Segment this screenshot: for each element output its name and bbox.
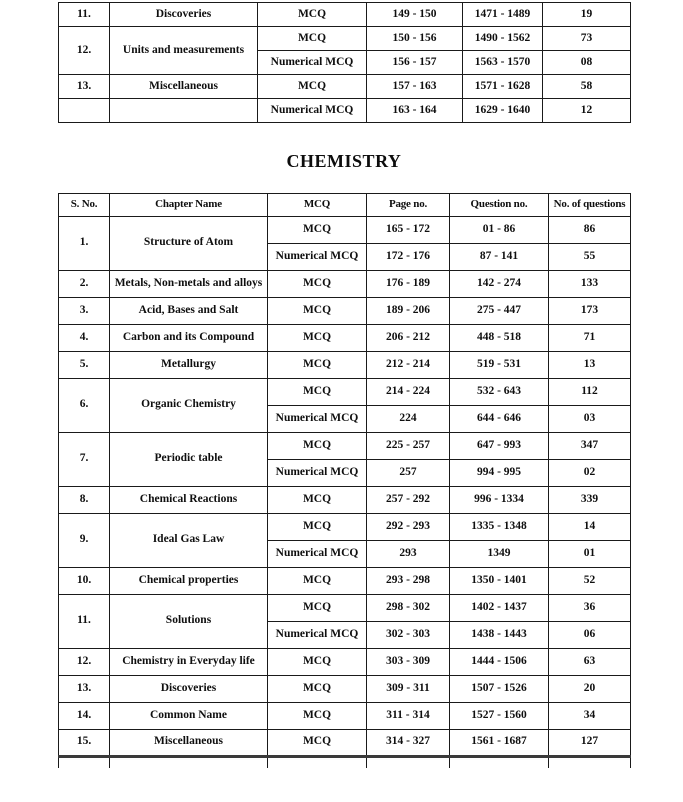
question-range-cell: 87 - 141: [450, 243, 549, 270]
question-count-cell: 63: [549, 648, 631, 675]
column-header: No. of questions: [549, 193, 631, 216]
page-range-cell: 157 - 163: [367, 75, 463, 99]
table-row: [59, 702, 631, 729]
question-range-cell: 996 - 1334: [450, 486, 549, 513]
question-range-cell: 1471 - 1489: [463, 3, 543, 27]
column-header: Question no.: [450, 193, 549, 216]
question-count-cell: 12: [543, 99, 631, 123]
question-range-cell: 532 - 643: [450, 378, 549, 405]
page-range-cell: 257 - 292: [367, 486, 450, 513]
question-range-cell: 1561 - 1687: [450, 729, 549, 756]
table-row: [59, 675, 631, 702]
page-range-cell: 311 - 314: [367, 702, 450, 729]
question-count-cell: 73: [543, 27, 631, 51]
question-range-cell: 01 - 86: [450, 216, 549, 243]
chapter-cell: Units and measurements: [110, 27, 258, 75]
question-range-cell: 1444 - 1506: [450, 648, 549, 675]
table-row: [59, 27, 631, 51]
chapter-cell: Chemical Reactions: [110, 486, 268, 513]
page-range-cell: 298 - 302: [367, 594, 450, 621]
chapter-cell: Metals, Non-metals and alloys: [110, 270, 268, 297]
question-count-cell: 133: [549, 270, 631, 297]
table-row: [59, 297, 631, 324]
question-count-cell: 127: [549, 729, 631, 756]
question-range-cell: 1527 - 1560: [450, 702, 549, 729]
page-range-cell: 225 - 257: [367, 432, 450, 459]
toc-table-continued: [58, 2, 631, 123]
question-range-cell: 1629 - 1640: [463, 99, 543, 123]
mcq-type-cell: MCQ: [268, 567, 367, 594]
page-range-cell: 206 - 212: [367, 324, 450, 351]
question-count-cell: 20: [549, 675, 631, 702]
table-row: [59, 75, 631, 99]
question-range-cell: 142 - 274: [450, 270, 549, 297]
empty-cell: [110, 756, 268, 768]
question-count-cell: 52: [549, 567, 631, 594]
question-range-cell: 448 - 518: [450, 324, 549, 351]
question-range-cell: 994 - 995: [450, 459, 549, 486]
header-row: [59, 193, 631, 216]
serial-cell: 12.: [59, 648, 110, 675]
mcq-type-cell: Numerical MCQ: [268, 540, 367, 567]
question-count-cell: 71: [549, 324, 631, 351]
section-heading-chemistry: CHEMISTRY: [286, 151, 402, 171]
serial-cell: 15.: [59, 729, 110, 756]
chapter-cell: Structure of Atom: [110, 216, 268, 270]
question-count-cell: 36: [549, 594, 631, 621]
mcq-type-cell: MCQ: [268, 324, 367, 351]
empty-cell: [367, 756, 450, 768]
table-row: [59, 324, 631, 351]
toc-table-chemistry: [58, 193, 631, 769]
question-range-cell: 1563 - 1570: [463, 51, 543, 75]
empty-cell: [268, 756, 367, 768]
question-range-cell: 1402 - 1437: [450, 594, 549, 621]
question-count-cell: 58: [543, 75, 631, 99]
mcq-type-cell: MCQ: [268, 675, 367, 702]
table-row: [59, 594, 631, 621]
page-range-cell: 214 - 224: [367, 378, 450, 405]
serial-cell: 10.: [59, 567, 110, 594]
serial-cell: 9.: [59, 513, 110, 567]
mcq-type-cell: MCQ: [268, 351, 367, 378]
scanned-toc-page: [0, 2, 683, 802]
table-row: [59, 486, 631, 513]
page-range-cell: 156 - 157: [367, 51, 463, 75]
table-row: [59, 351, 631, 378]
mcq-type-cell: MCQ: [268, 486, 367, 513]
table-row: [59, 648, 631, 675]
chapter-cell: Chemistry in Everyday life: [110, 648, 268, 675]
question-range-cell: 519 - 531: [450, 351, 549, 378]
empty-cell: [549, 756, 631, 768]
question-count-cell: 339: [549, 486, 631, 513]
partial-cutoff-row: [59, 756, 631, 768]
page-range-cell: 257: [367, 459, 450, 486]
mcq-type-cell: MCQ: [268, 216, 367, 243]
mcq-type-cell: MCQ: [268, 702, 367, 729]
mcq-type-cell: Numerical MCQ: [258, 99, 367, 123]
mcq-type-cell: Numerical MCQ: [258, 51, 367, 75]
page-range-cell: 293: [367, 540, 450, 567]
mcq-type-cell: MCQ: [258, 27, 367, 51]
mcq-type-cell: MCQ: [268, 297, 367, 324]
question-count-cell: 173: [549, 297, 631, 324]
question-range-cell: 1349: [450, 540, 549, 567]
mcq-type-cell: Numerical MCQ: [268, 621, 367, 648]
mcq-type-cell: Numerical MCQ: [268, 459, 367, 486]
page-range-cell: 293 - 298: [367, 567, 450, 594]
table-row: [59, 378, 631, 405]
column-header: MCQ: [268, 193, 367, 216]
table-row: [59, 3, 631, 27]
table-row: [59, 432, 631, 459]
table-row: [59, 729, 631, 756]
question-count-cell: 19: [543, 3, 631, 27]
empty-cell: [450, 756, 549, 768]
table-row: [59, 270, 631, 297]
chapter-cell: Discoveries: [110, 3, 258, 27]
question-range-cell: 275 - 447: [450, 297, 549, 324]
serial-cell: 12.: [59, 27, 110, 75]
chapter-cell: Solutions: [110, 594, 268, 648]
serial-cell: 7.: [59, 432, 110, 486]
question-count-cell: 347: [549, 432, 631, 459]
table-row: [59, 567, 631, 594]
page-range-cell: 224: [367, 405, 450, 432]
serial-cell: 13.: [59, 675, 110, 702]
page-range-cell: 176 - 189: [367, 270, 450, 297]
question-count-cell: 14: [549, 513, 631, 540]
question-count-cell: 112: [549, 378, 631, 405]
page-range-cell: 302 - 303: [367, 621, 450, 648]
chapter-cell: Discoveries: [110, 675, 268, 702]
serial-cell: 3.: [59, 297, 110, 324]
question-count-cell: 01: [549, 540, 631, 567]
serial-cell: 2.: [59, 270, 110, 297]
serial-cell: 11.: [59, 3, 110, 27]
table-row: [59, 216, 631, 243]
serial-cell: 4.: [59, 324, 110, 351]
question-count-cell: 13: [549, 351, 631, 378]
page-range-cell: 309 - 311: [367, 675, 450, 702]
question-count-cell: 06: [549, 621, 631, 648]
page-range-cell: 303 - 309: [367, 648, 450, 675]
chapter-cell: Periodic table: [110, 432, 268, 486]
column-header: Chapter Name: [110, 193, 268, 216]
page-range-cell: 163 - 164: [367, 99, 463, 123]
page-range-cell: 165 - 172: [367, 216, 450, 243]
table-row: [59, 99, 631, 123]
table-row: [59, 513, 631, 540]
chapter-cell: Metallurgy: [110, 351, 268, 378]
question-count-cell: 03: [549, 405, 631, 432]
question-range-cell: 1571 - 1628: [463, 75, 543, 99]
page-range-cell: 189 - 206: [367, 297, 450, 324]
column-header: S. No.: [59, 193, 110, 216]
chapter-cell: Carbon and its Compound: [110, 324, 268, 351]
chapter-cell: Organic Chemistry: [110, 378, 268, 432]
question-range-cell: 1438 - 1443: [450, 621, 549, 648]
page-range-cell: 172 - 176: [367, 243, 450, 270]
page-range-cell: 212 - 214: [367, 351, 450, 378]
serial-cell: 8.: [59, 486, 110, 513]
mcq-type-cell: MCQ: [268, 378, 367, 405]
chapter-cell: Chemical properties: [110, 567, 268, 594]
serial-cell: [59, 99, 110, 123]
serial-cell: 6.: [59, 378, 110, 432]
page-range-cell: 292 - 293: [367, 513, 450, 540]
question-range-cell: 1507 - 1526: [450, 675, 549, 702]
chapter-cell: Miscellaneous: [110, 75, 258, 99]
serial-cell: 11.: [59, 594, 110, 648]
question-count-cell: 08: [543, 51, 631, 75]
page-range-cell: 314 - 327: [367, 729, 450, 756]
mcq-type-cell: MCQ: [268, 513, 367, 540]
chapter-cell: [110, 99, 258, 123]
page-range-cell: 149 - 150: [367, 3, 463, 27]
mcq-type-cell: MCQ: [268, 648, 367, 675]
question-range-cell: 1490 - 1562: [463, 27, 543, 51]
chapter-cell: Ideal Gas Law: [110, 513, 268, 567]
mcq-type-cell: MCQ: [258, 75, 367, 99]
chapter-cell: Acid, Bases and Salt: [110, 297, 268, 324]
question-count-cell: 86: [549, 216, 631, 243]
mcq-type-cell: Numerical MCQ: [268, 405, 367, 432]
serial-cell: 14.: [59, 702, 110, 729]
mcq-type-cell: MCQ: [268, 729, 367, 756]
question-count-cell: 02: [549, 459, 631, 486]
mcq-type-cell: MCQ: [268, 270, 367, 297]
column-header: Page no.: [367, 193, 450, 216]
question-range-cell: 644 - 646: [450, 405, 549, 432]
mcq-type-cell: Numerical MCQ: [268, 243, 367, 270]
question-count-cell: 55: [549, 243, 631, 270]
serial-cell: 1.: [59, 216, 110, 270]
chapter-cell: Miscellaneous: [110, 729, 268, 756]
mcq-type-cell: MCQ: [258, 3, 367, 27]
question-count-cell: 34: [549, 702, 631, 729]
question-range-cell: 1335 - 1348: [450, 513, 549, 540]
mcq-type-cell: MCQ: [268, 432, 367, 459]
empty-cell: [59, 756, 110, 768]
page-range-cell: 150 - 156: [367, 27, 463, 51]
serial-cell: 13.: [59, 75, 110, 99]
question-range-cell: 1350 - 1401: [450, 567, 549, 594]
serial-cell: 5.: [59, 351, 110, 378]
mcq-type-cell: MCQ: [268, 594, 367, 621]
chapter-cell: Common Name: [110, 702, 268, 729]
question-range-cell: 647 - 993: [450, 432, 549, 459]
